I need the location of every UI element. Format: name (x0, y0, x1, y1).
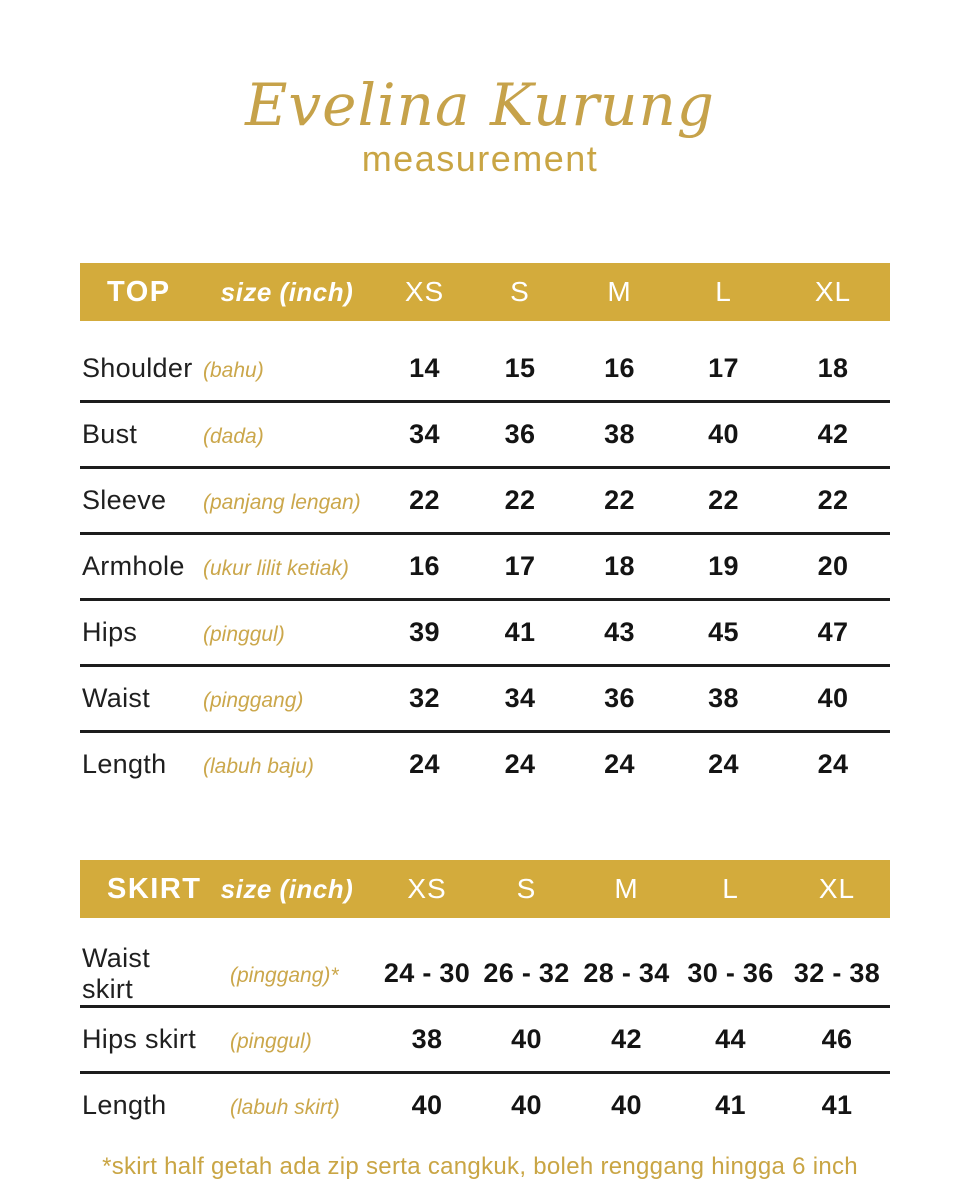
row-sublabel: (pinggang)* (230, 963, 339, 987)
cell-value: 32 - 38 (793, 958, 881, 988)
row-label: Length (82, 749, 167, 779)
row-sublabel: (panjang lengan) (203, 490, 361, 514)
cell-value: 40 (611, 1090, 642, 1120)
row-label: Sleeve (82, 485, 167, 515)
cell-value: 34 (409, 419, 440, 449)
size-col-header-s: S (516, 873, 537, 904)
cell-value: 42 (611, 1024, 642, 1054)
table-row (80, 1008, 890, 1074)
cell-value: 47 (817, 617, 849, 647)
table-row (80, 337, 890, 403)
table-row (80, 601, 890, 667)
page-title: Evelina Kurung (245, 71, 715, 139)
size-col-header-l: L (722, 873, 739, 904)
size-col-header-xl: XL (814, 276, 852, 307)
cell-value: 40 (817, 683, 849, 713)
cell-value: 17 (708, 353, 739, 383)
cell-value: 40 (511, 1090, 542, 1120)
cell-value: 34 (504, 683, 536, 713)
table-rows (80, 337, 890, 796)
cell-value: 24 (817, 749, 849, 779)
row-sublabel: (pinggang) (203, 688, 304, 712)
size-col-header-xl: XL (818, 873, 856, 904)
cell-value: 22 (817, 485, 849, 515)
row-label: Length (82, 1090, 167, 1120)
cell-value: 24 (708, 749, 739, 779)
table-name: TOP (107, 275, 171, 308)
cell-value: 22 (409, 485, 440, 515)
table-row (80, 403, 890, 469)
size-col-header-xs: XS (404, 276, 445, 307)
table-row (80, 667, 890, 733)
cell-value: 38 (708, 683, 739, 713)
cell-value: 18 (817, 353, 849, 383)
table-row (80, 733, 890, 796)
table-rows (80, 942, 890, 1137)
row-sublabel: (labuh baju) (203, 754, 314, 778)
row-label: Hips skirt (82, 1024, 197, 1054)
row-sublabel: (bahu) (203, 358, 264, 382)
row-sublabel: (labuh skirt) (230, 1095, 340, 1119)
cell-value: 41 (821, 1090, 853, 1120)
cell-value: 43 (604, 617, 635, 647)
table-name: SKIRT (107, 872, 202, 905)
row-label: Waist (82, 683, 150, 713)
cell-value: 17 (504, 551, 536, 581)
cell-value: 46 (821, 1024, 853, 1054)
footnote: *skirt half getah ada zip serta cangkuk, boleh renggang hingga 6 inch (102, 1153, 858, 1180)
size-unit-label: size (inch) (220, 276, 354, 307)
cell-value: 32 (409, 683, 440, 713)
cell-value: 16 (604, 353, 635, 383)
size-table-skirt (80, 860, 890, 1137)
row-label: Armhole (82, 551, 185, 581)
cell-value: 24 (604, 749, 635, 779)
tables (80, 263, 890, 1137)
header (0, 0, 960, 185)
row-sublabel: (pinggul) (203, 622, 285, 646)
size-col-header-m: M (614, 873, 639, 904)
table-header-bar (80, 263, 890, 321)
cell-value: 40 (411, 1090, 443, 1120)
cell-value: 28 - 34 (583, 958, 670, 988)
cell-value: 16 (409, 551, 440, 581)
size-col-header-l: L (715, 276, 732, 307)
cell-value: 15 (504, 353, 536, 383)
row-label: Bust (82, 419, 138, 449)
cell-value: 24 - 30 (383, 958, 471, 988)
cell-value: 26 - 32 (483, 958, 570, 988)
cell-value: 41 (504, 617, 536, 647)
table-row (80, 535, 890, 601)
cell-value: 45 (708, 617, 739, 647)
row-label: Shoulder (82, 353, 193, 383)
row-sublabel: (pinggul) (230, 1029, 312, 1053)
row-sublabel: (ukur lilit ketiak) (203, 556, 349, 580)
cell-value: 44 (715, 1024, 746, 1054)
cell-value: 40 (511, 1024, 542, 1054)
page-subtitle: measurement (361, 137, 599, 179)
row-label: Hips (82, 617, 138, 647)
table-header-bar (80, 860, 890, 918)
cell-value: 19 (708, 551, 739, 581)
cell-value: 40 (708, 419, 739, 449)
size-col-header-xs: XS (407, 873, 447, 904)
cell-value: 22 (604, 485, 635, 515)
row-label: Waist skirt (82, 942, 150, 1004)
size-col-header-m: M (607, 276, 632, 307)
cell-value: 36 (504, 419, 536, 449)
size-col-header-s: S (510, 276, 530, 307)
cell-value: 30 - 36 (687, 958, 774, 988)
cell-value: 22 (504, 485, 536, 515)
cell-value: 22 (708, 485, 739, 515)
cell-value: 20 (817, 551, 849, 581)
cell-value: 39 (409, 617, 440, 647)
cell-value: 38 (604, 419, 635, 449)
cell-value: 36 (604, 683, 635, 713)
cell-value: 24 (504, 749, 536, 779)
cell-value: 38 (411, 1024, 443, 1054)
table-row (80, 469, 890, 535)
cell-value: 42 (817, 419, 849, 449)
cell-value: 24 (409, 749, 440, 779)
size-table-top (80, 263, 890, 796)
size-unit-label: size (inch) (220, 873, 354, 904)
cell-value: 41 (715, 1090, 746, 1120)
table-row (80, 1074, 890, 1137)
cell-value: 18 (604, 551, 635, 581)
table-row (80, 942, 890, 1008)
cell-value: 14 (409, 353, 440, 383)
row-sublabel: (dada) (203, 424, 264, 448)
